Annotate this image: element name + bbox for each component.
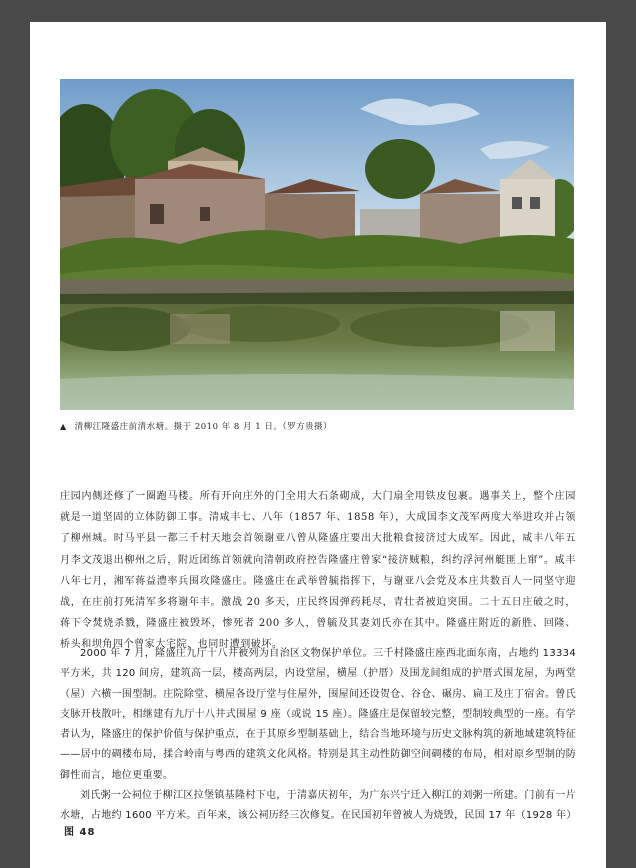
photo-caption (60, 420, 332, 432)
body-text (60, 644, 576, 827)
caption-marker: ▲ (60, 422, 67, 431)
paragraph-2: 刘氏粥一公祠位于柳江区拉堡镇基隆村下屯，于清嘉庆初年，为广东兴宁迁入柳江的刘粥一所建。门前有一片水塘，占地约 1600 平方米。百年来，该公祠历经三次修复。在民国初年曾被人为烧毁，民国 17 年（1928 年） (60, 790, 577, 822)
village-pond-photo (60, 79, 574, 410)
caption-text: 清柳江隆盛庄前清水塘。摄于 2010 年 8 月 1 日。（罗方贵摄） (74, 422, 333, 432)
figure-number: 图 48 (64, 827, 96, 838)
document-page (30, 22, 606, 868)
quoted-passage (60, 486, 576, 656)
quoted-paragraph: 庄园内侧还修了一圈跑马楼。所有开向庄外的门全用大石条砌成，大门扇全用铁皮包裹。遇事关上，整个庄园就是一道坚固的立体防御工事。清咸丰七、八年（1857 年、1858 年），大成国李文茂军两度大举进攻并占领了柳州城。时马平县一都三千村天地会首领谢亚八曾从隆盛庄要出大批粮食接济过大成军。因此，咸丰八年五月李文茂退出柳州之后，附近团练首领就向清朝政府控告隆盛庄曾家“接济贼粮，纠约浮河州艇匪上窜”。咸丰八年七月，湘军蒋益澧率兵围攻隆盛庄。隆盛庄在武举曾毓指挥下，与谢亚八会党及本庄共数百人一同坚守迎战，在庄前打死清军多将谢年丰。激战 20 多天，庄民终因弹药耗尽，青壮者被迫突围。二十五日庄破之时，蒋下令焚烧杀戮，隆盛庄被毁坏，惨死者 200 多人，曾毓及其妻刘氏亦在其中。隆盛庄附近的新胜、回隆、桥头和坝角四个曾家大宅院，也同时遭到破坏。 (60, 491, 576, 651)
paragraph-1: 2000 年 7 月，隆盛庄九厅十八井被列为自治区文物保护单位。三千村隆盛庄座西北面东南，占地约 13334 平方米，共 120 间房，建筑高一层，楼高两层，内设堂屋，横屋（护厝）及围龙间组成的护厝式围龙屋，为两堂（屋）六横一围型制。庄院除堂、横屋各设厅堂与住屋外，围屋间还设贺仓、谷仓、碾房、扁工及庄丁宿舍。曾氏支脉开枝散叶，相继建有九厅十八井式围屋 9 座（或说 15 座）。隆盛庄是保留较完整，型制较典型的一座。有学者认为，隆盛庄的保护价值与保护重点，在于其原乡型制基础上，结合当地环境与历史文脉构筑的新地域建筑特征——居中的碉楼布局，揉合岭南与粤西的建筑文化风格。特别是其主动性防御空间碉楼的布局，相对原乡型制的防御性而言，地位更重要。 (60, 648, 576, 781)
